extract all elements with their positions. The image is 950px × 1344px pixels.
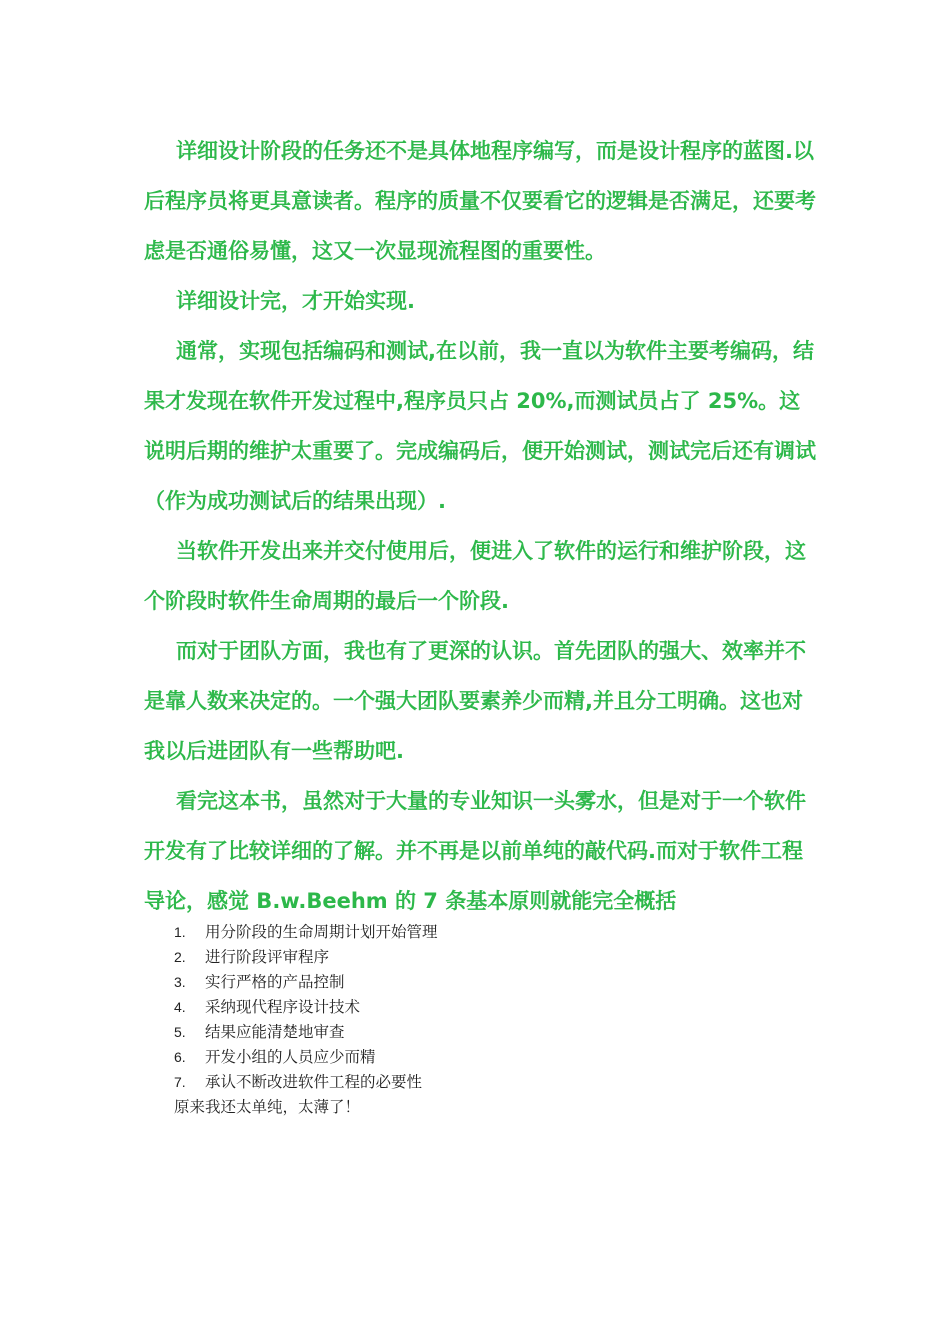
list-item-text: 开发小组的人员应少而精: [205, 1048, 376, 1066]
list-item-text: 用分阶段的生命周期计划开始管理: [205, 923, 438, 941]
list-item: [174, 920, 774, 945]
list-item-text: 实行严格的产品控制: [205, 973, 345, 991]
list-item: [174, 1070, 774, 1095]
paragraph-maintenance: 当软件开发出来并交付使用后，便进入了软件的运行和维护阶段，这个阶段时软件生命周期的最后一个阶段.: [144, 539, 806, 613]
list-item: [174, 1045, 774, 1070]
list-item-number: 7.: [174, 1074, 186, 1090]
list-item-number: 1.: [174, 924, 186, 940]
list-item-number: 4.: [174, 999, 186, 1015]
paragraph-detailed-design: 详细设计阶段的任务还不是具体地程序编写，而是设计程序的蓝图.以后程序员将更具意读者。程序的质量不仅要看它的逻辑是否满足，还要考虑是否通俗易懂，这又一次显现流程图的重要性。: [144, 139, 816, 263]
paragraph-team: 而对于团队方面，我也有了更深的认识。首先团队的强大、效率并不是靠人数来决定的。一个强大团队要素养少而精,并且分工明确。这也对我以后进团队有一些帮助吧.: [144, 639, 806, 763]
closing-remark: 原来我还太单纯，太薄了！: [174, 1098, 361, 1116]
principles-list: [174, 920, 774, 1095]
list-item-number: 5.: [174, 1024, 186, 1040]
list-item-text: 进行阶段评审程序: [205, 948, 330, 966]
list-item-text: 采纳现代程序设计技术: [205, 998, 361, 1016]
paragraph-implementation-start: 详细设计完，才开始实现.: [176, 289, 415, 313]
list-item-number: 6.: [174, 1049, 186, 1065]
paragraph-book-summary: 看完这本书，虽然对于大量的专业知识一头雾水，但是对于一个软件开发有了比较详细的了解。并不再是以前单纯的敲代码.而对于软件工程导论，感觉 B.w.Beehm 的 7 条基本原则就能完全概括: [144, 789, 806, 913]
list-item: [174, 995, 774, 1020]
paragraph-coding-testing: 通常，实现包括编码和测试,在以前，我一直以为软件主要考编码，结果才发现在软件开发过程中,程序员只占 20%,而测试员占了 25%。这说明后期的维护太重要了。完成编码后，便开始测试，测试完后还有调试（作为成功测试后的结果出现）.: [144, 339, 816, 513]
body-text: [144, 126, 816, 926]
list-item-number: 3.: [174, 974, 186, 990]
list-item: [174, 1020, 774, 1045]
list-item-text: 承认不断改进软件工程的必要性: [205, 1073, 423, 1091]
list-item: [174, 970, 774, 995]
list-item: [174, 945, 774, 970]
list-item-text: 结果应能清楚地审查: [205, 1023, 345, 1041]
list-item-number: 2.: [174, 949, 186, 965]
